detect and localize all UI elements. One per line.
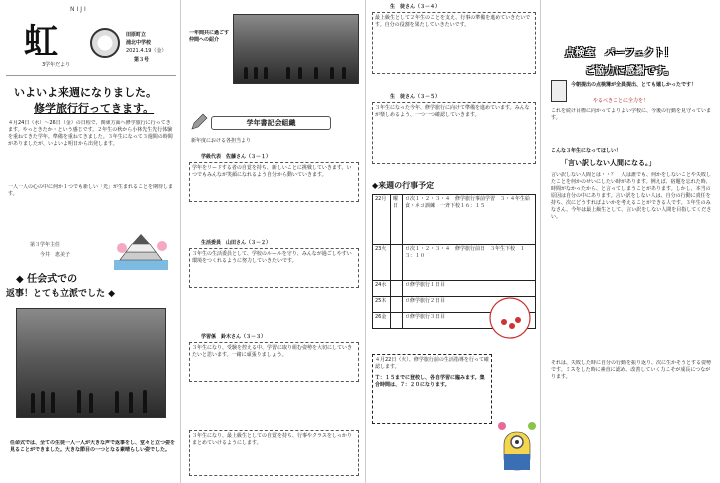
section-title-box: [211, 116, 331, 130]
schedule-cell-day: 26金: [373, 313, 391, 329]
schedule-title-text: 来週の行事予定: [378, 181, 435, 190]
issue-date: 2021.4.19（金）: [126, 48, 167, 54]
schedule-cell-time: 曜日: [391, 195, 403, 245]
rainbow-logo: [90, 28, 120, 58]
note-2-text: ３年生の生活委員として、学校のルールを守り、みんなが過ごしやすい環境をつくれるように努力していきたいです。: [192, 251, 352, 264]
photo-caption: 一年間共に過ごす仲間への紹介: [189, 30, 229, 43]
note-1-heading: 学級代表 佐藤さん（３－１）: [201, 154, 272, 160]
section-title: 学年書記会組織: [246, 119, 296, 127]
masthead-subtitle: 3学年だより: [42, 62, 71, 68]
schedule-cell-event: ロ修学旅行３日目: [403, 313, 536, 329]
kyoto-stamp: [486, 294, 534, 342]
note-1: [189, 162, 359, 202]
mid-heading: 生 徒さん（３－５）: [390, 94, 441, 100]
right-text-1: 今朝提出の点検簿が全員提出、とても嬉しかったです！: [571, 82, 697, 88]
schedule-cell-time: [391, 313, 403, 329]
intro-text-2: 一人一人の心の中に何か１つでも新しい「光」が生まれることを期待します。: [8, 184, 174, 197]
note-3-text: ３年生になり、受験を控える中、学習に取り組む姿勢を大切にしていきたいと思います。一緒に頑張りましょう。: [192, 345, 353, 358]
castle-illustration: [110, 226, 172, 272]
top-note-text: 最上級生として２年生のことを支え、行事の準備を進めていきたいです。自分の役割を果たしていきたいです。: [375, 15, 531, 28]
mid-note: [372, 102, 536, 164]
banner-2: ご協力に感謝です。: [585, 66, 675, 77]
clipboard-icon: [551, 80, 567, 102]
note-4: [189, 430, 359, 476]
schedule-title: ◆来週の行事予定: [372, 181, 435, 190]
schedule-cell-day: 23火: [373, 245, 391, 281]
schedule-cell-time: [391, 245, 403, 281]
question-2: 「言い訳しない人間になる。」: [561, 159, 656, 167]
schedule-cell-event: ロ修学旅行１日目: [403, 281, 536, 297]
section-intro: 新年度における各担当より: [191, 138, 252, 144]
article-body-2: それは、失敗した時に自分の行動を振り返り、次に生かそうとする姿勢です。ミスをした時に素直に認め、改善していく力こそが成長につながります。: [551, 360, 712, 380]
headline-1: いよいよ来週になりました。: [14, 86, 157, 99]
right-text-3: これを続け目標に向かってよりよい学校に、今後の行動を見守っています。: [551, 108, 712, 121]
issue-number: 第３号: [134, 57, 150, 63]
note-3: [189, 342, 359, 382]
gym-photo: [233, 14, 359, 84]
column-1: [0, 0, 180, 483]
schedule-cell-day: 25木: [373, 297, 391, 313]
minion-illustration: [496, 420, 538, 476]
headline-3: ◆ 任会式での: [16, 274, 78, 285]
note-2-heading: 生活委員 山田さん（３－２）: [201, 240, 272, 246]
schedule-cell-event: ロ次１・２・３・４ 修学旅行事前学習 ３・４年生給食・ネコ訓練 一斉下校１６：１５: [403, 195, 536, 245]
schedule-row: [373, 195, 536, 245]
schedule-cell-event: ロ次１・２・３・４ 修学旅行前日 ３年生下校 １３：１０: [403, 245, 536, 281]
schedule-cell-day: 24水: [373, 281, 391, 297]
masthead-badge: NIJI: [70, 6, 88, 13]
note-1-text: 学年をリードする者の自覚を持ち、新しいことに挑戦していきます。いつでもみんなが笑顔になれるよう自分から動いていきます。: [192, 165, 352, 178]
school-name: 田原町立: [126, 32, 147, 38]
masthead: [6, 6, 176, 76]
headline-4: 返事！とても立派でした ◆: [6, 289, 116, 299]
signature-role: 第３学年主任: [30, 242, 61, 248]
schedule-cell-time: [391, 297, 403, 313]
question-1: こんな３年生になってほしい！: [551, 148, 622, 154]
masthead-title: 虹: [24, 22, 58, 62]
pen-icon: [189, 112, 209, 132]
school-name-2: 浦北中学校: [126, 40, 152, 46]
schedule-cell-event: ロ修学旅行２日目: [403, 297, 536, 313]
top-heading: 生 徒さん（３－４）: [390, 4, 441, 10]
ceremony-caption: 任命式では、全ての生徒一人一人が大きな声で返事をし、堂々と立つ姿を見ることができました。大きな節目の一つとなる素晴らしい姿でした。: [10, 440, 176, 453]
signature-name: 今井 恵美子: [40, 252, 71, 258]
column-2: [180, 0, 365, 483]
banner-1: 点検室 パーフェクト！: [565, 48, 674, 59]
column-4: [540, 0, 720, 483]
schedule-note: ４月22日（火）、修学旅行前の生活指導を行って確認します。: [375, 357, 489, 370]
schedule-cell-time: [391, 281, 403, 297]
note-4-text: ３年生になり、最上級生としての自覚を持ち、行事やクラスをしっかりまとめていけるようにします。: [192, 433, 352, 446]
headline-2: 修学旅行行ってきます。: [34, 102, 155, 115]
schedule-note-box: [372, 354, 492, 424]
top-note: [372, 12, 536, 74]
ceremony-photo: [16, 308, 166, 418]
schedule-cell-day: 22月: [373, 195, 391, 245]
schedule-row: [373, 245, 536, 281]
intro-text: ４月24日（水）～26日（金）の日程で、関東方面へ修学旅行に行ってきます。やっときたか・という感じです。２年生の秋から小林先生先行体験を重ねてきた学年。準備を重ねてきました。３年生になって３週間の時間がありましたが、いよいよ明日から出発します。: [8, 120, 173, 147]
right-text-2: やるべきことに全力を！: [593, 98, 649, 104]
note-3-heading: 学習係 鈴木さん（３－３）: [201, 334, 267, 340]
column-3: [365, 0, 540, 483]
note-2: [189, 248, 359, 288]
schedule-note-2: Ｔ：１５までに登校し、各自学習に臨みます。集合時間は、７：２０になります。: [375, 375, 485, 388]
article-body: 言い訳しない人間とは・・？ 人は誰でも、何かをしないことや失敗したことを何かのせいにしたい時があります。例えば、宿題を忘れた時、時間がなかったから、と言ってしまうことがあります。しかし、本当の原因は自分の中にあります。言い訳をしない人は、自分の行動に責任を持ち、次にどうすればよいかを考えることができる人です。３年生のみなさん、今年は最上級生として、言い訳をしない人間を目指してください。: [551, 172, 712, 220]
mid-note-text: ３年生になった今年、修学旅行に向けて準備を進めています。みんなが楽しめるよう、一つ一つ確認していきます。: [375, 105, 530, 118]
